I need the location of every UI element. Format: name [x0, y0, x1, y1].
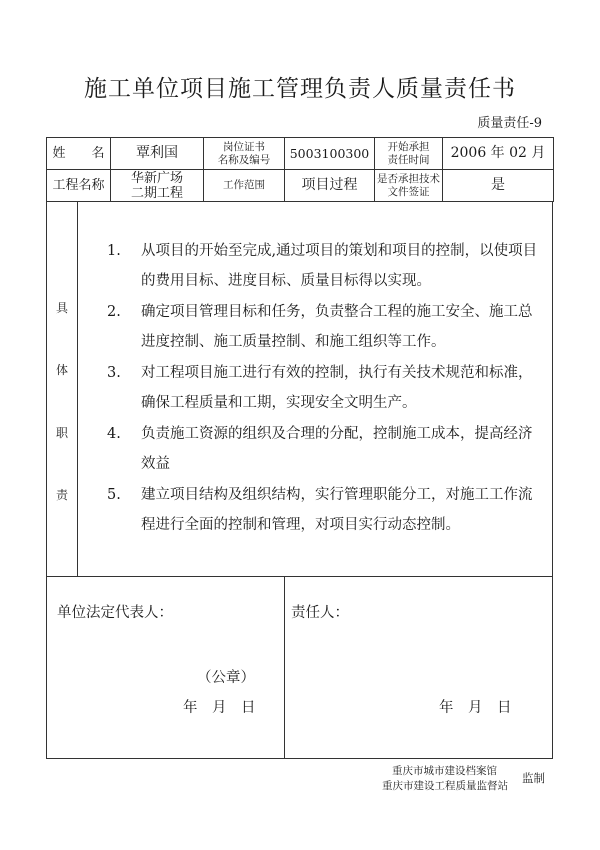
- scope-value: 项目过程: [285, 170, 375, 202]
- duty-item: [107, 419, 539, 479]
- signature-section: [46, 577, 553, 759]
- footer-made: 监制: [522, 771, 545, 785]
- duties-section: [46, 201, 553, 577]
- duty-item: [107, 480, 539, 540]
- duty-text: 从项目的开始至完成,通过项目的策划和项目的控制，以使项目的费用目标、进度目标、质量目标得以实现。: [141, 243, 538, 289]
- scope-label: 工作范围: [204, 170, 285, 202]
- duty-number: 2.: [107, 304, 121, 320]
- info-table: [46, 137, 554, 202]
- responsible-label: 责任人：: [291, 605, 349, 621]
- start-label-line1: 开始承担: [387, 140, 430, 153]
- project-value-line2: 二期工程: [130, 185, 183, 201]
- date-left: 年 月 日: [183, 700, 256, 716]
- project-value: [111, 170, 204, 202]
- legal-rep-label: 单位法定代表人：: [57, 605, 173, 621]
- signature-divider: [284, 577, 285, 758]
- start-value: 2006 年 02 月: [443, 138, 554, 170]
- duties-side-label: [47, 201, 78, 576]
- duty-number: 5.: [107, 487, 121, 503]
- cert-value: 5003100300: [285, 138, 375, 170]
- tech-label: [375, 170, 443, 202]
- footer-org2: 重庆市建设工程质量监督站: [382, 780, 508, 792]
- seal-label: （公章）: [197, 670, 255, 686]
- duty-text: 确定项目管理目标和任务，负责整合工程的施工安全、施工总进度控制、施工质量控制、和施工组织等工作。: [141, 304, 533, 350]
- start-label-line2: 责任时间: [387, 153, 430, 166]
- duty-text: 对工程项目施工进行有效的控制，执行有关技术规范和标准，确保工程质量和工期，实现安全文明生产。: [141, 365, 533, 411]
- name-label: 姓 名: [47, 138, 111, 170]
- footer-org1: 重庆市城市建设档案馆: [392, 765, 497, 777]
- duty-item: [107, 236, 539, 296]
- name-value: 覃利国: [111, 138, 204, 170]
- date-right: 年 月 日: [439, 700, 512, 716]
- project-label: 工程名称: [47, 170, 111, 202]
- duty-item: [107, 358, 539, 418]
- tech-label-line2: 文件签证: [387, 185, 430, 198]
- cert-label-line2: 名称及编号: [217, 153, 271, 166]
- document-title: 施工单位项目施工管理负责人质量责任书: [84, 76, 516, 102]
- side-char: 体: [55, 363, 68, 377]
- start-label: [375, 138, 443, 170]
- tech-label-line1: 是否承担技术: [377, 172, 440, 185]
- duty-text: 负责施工资源的组织及合理的分配，控制施工成本，提高经济效益: [141, 426, 533, 472]
- duty-item: [107, 297, 539, 357]
- side-char: 责: [55, 488, 68, 502]
- side-char: 职: [55, 426, 68, 440]
- info-row-2: [47, 170, 554, 202]
- duty-number: 1.: [107, 243, 121, 259]
- tech-value: 是: [443, 170, 554, 202]
- form-code: 质量责任-9: [477, 116, 542, 131]
- duty-number: 3.: [107, 365, 121, 381]
- cert-label: [204, 138, 285, 170]
- duty-number: 4.: [107, 426, 121, 442]
- project-value-line1: 华新广场: [130, 170, 183, 186]
- side-char: 具: [55, 301, 68, 315]
- duty-text: 建立项目结构及组织结构，实行管理职能分工，对施工工作流程进行全面的控制和管理，对项目实行动态控制。: [141, 487, 533, 533]
- cert-label-line1: 岗位证书: [223, 140, 265, 153]
- info-row-1: [47, 138, 554, 170]
